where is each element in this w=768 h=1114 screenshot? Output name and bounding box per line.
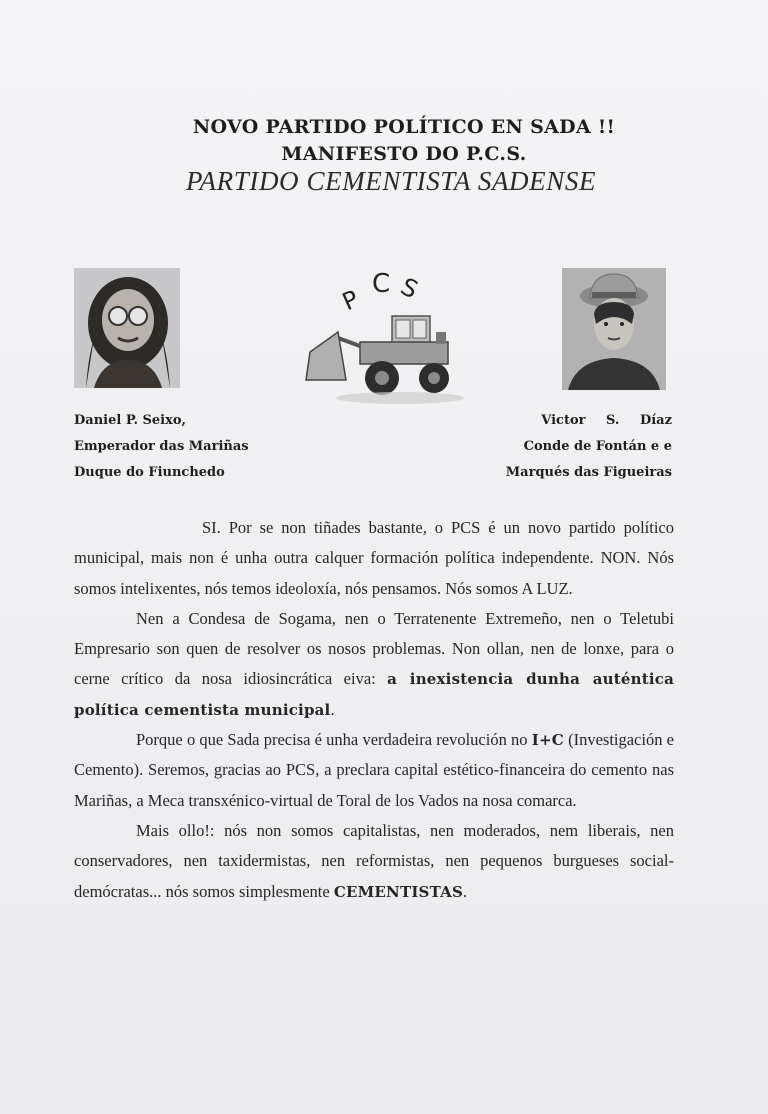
paragraph-2-text: Nen a Condesa de Sogama, nen o Terratenente Extremeño, nen o Teletubi Empresario son quen de resolver os nosos problemas. Non ollan, nen de lonxe, para o cerne crítico da nosa idiosincrática eiva: bbox=[74, 608, 674, 689]
pcs-logo bbox=[300, 262, 470, 412]
paragraph-3-rest: (Investigación e Cemento). Seremos, gracias ao PCS, a preclara capital estético-financeira do cemento nas Mariñas, a Meca transxénico-virtual de Toral de los Vados na nosa comarca. bbox=[74, 730, 674, 810]
paragraph-2-bold: a inexistencia dunha auténtica política cementista municipal bbox=[74, 670, 674, 719]
portrait-photo-right bbox=[562, 268, 666, 390]
manifesto-body bbox=[74, 513, 674, 907]
paragraph-4-bold: CEMENTISTAS bbox=[333, 882, 463, 901]
right-person-names bbox=[506, 408, 672, 486]
paragraph-3-text: Porque o que Sada precisa é unha verdadeira revolución no bbox=[136, 730, 532, 750]
logo-letter-p: P bbox=[338, 284, 363, 317]
paragraph-2 bbox=[74, 604, 674, 725]
paragraph-1: SI. Por se non tiñades bastante, o PCS é un novo partido político municipal, mais non é unha outra calquer formación política independente. NON. Nós somos intelixentes, nós temos ideoloxía, nós pensamos. Nós somos A LUZ. bbox=[74, 518, 674, 598]
left-person-line-2: Emperador das Mariñas bbox=[74, 439, 249, 454]
title-line-2: MANIFESTO DO P.C.S. bbox=[281, 143, 527, 165]
left-person-line-1: Daniel P. Seixo, bbox=[74, 413, 187, 428]
right-person-line-2: Conde de Fontán e e bbox=[523, 439, 672, 454]
left-person-line-3: Duque do Fiunchedo bbox=[74, 465, 225, 480]
paragraph-4 bbox=[74, 816, 674, 907]
portrait-photo-right-icon bbox=[562, 268, 666, 390]
paragraph-2-end: . bbox=[330, 699, 335, 719]
paragraph-4-text: Mais ollo!: nós non somos capitalistas, nen moderados, nem liberais, nen conservadores, nen taxidermistas, nen reformistas, nen pequenos burgueses social-demócratas... nós somos simplesmente bbox=[74, 820, 674, 901]
logo-letter-s: S bbox=[396, 272, 423, 305]
logo-letter-c: C bbox=[372, 269, 391, 299]
right-person-line-3: Marqués das Figueiras bbox=[505, 465, 672, 480]
paragraph-3 bbox=[74, 725, 674, 816]
paragraph-3-bold: I+C bbox=[531, 731, 564, 750]
title-line-1: NOVO PARTIDO POLÍTICO EN SADA !! bbox=[192, 116, 616, 138]
left-person-names bbox=[74, 408, 249, 486]
bulldozer-icon bbox=[306, 316, 464, 404]
subtitle: PARTIDO CEMENTISTA SADENSE bbox=[185, 166, 597, 196]
right-person-line-1: Victor S. Díaz bbox=[541, 413, 672, 428]
paragraph-4-end: . bbox=[463, 881, 468, 901]
portrait-photo-left-icon bbox=[74, 268, 180, 388]
portrait-photo-left bbox=[74, 268, 180, 388]
